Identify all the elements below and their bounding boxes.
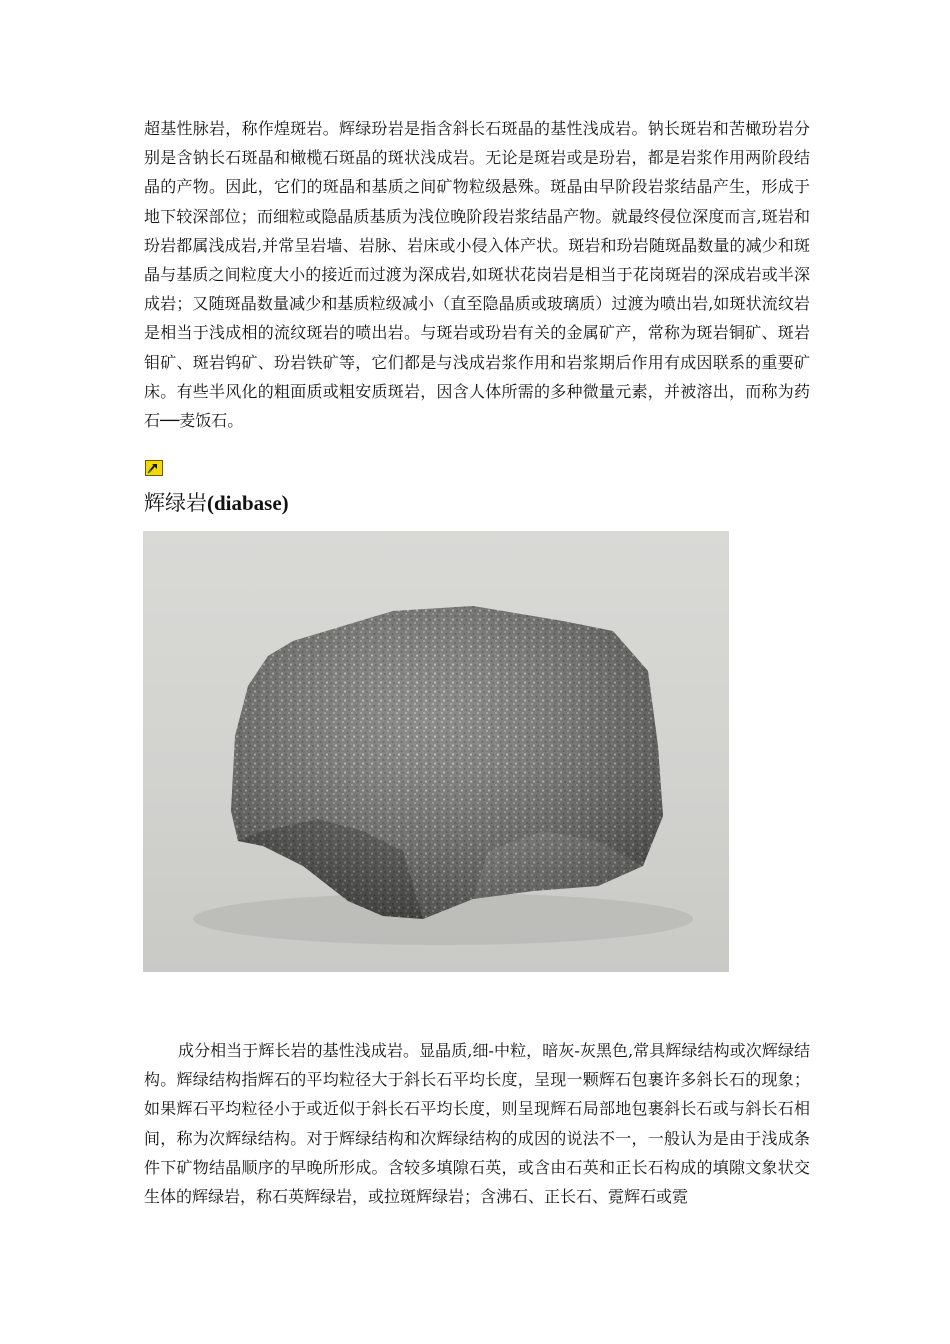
body-paragraph-bottom: 成分相当于辉长岩的基性浅成岩。显晶质,细-中粒，暗灰-灰黑色,常具辉绿结构或次辉绿结构。辉绿结构指辉石的平均粒径大于斜长石平均长度，呈现一颗辉石包裹许多斜长石的现象；如果辉石平均粒径小于或近似于斜长石平均长度，则呈现辉石局部地包裹斜长石或与斜长石相间，称为次辉绿结构。对于辉绿结构和次辉绿结构的成因的说法不一，一般认为是由于浅成条件下矿物结晶顺序的早晚所形成。含较多填隙石英，或含由石英和正长石构成的填隙文象状交生体的辉绿岩，称石英辉绿岩，或拉斑辉绿岩；含沸石、正长石、霓辉石或霓 bbox=[144, 1041, 810, 1207]
body-paragraph-top: 超基性脉岩，称作煌斑岩。辉绿玢岩是指含斜长石斑晶的基性浅成岩。钠长斑岩和苦橄玢岩分别是含钠长石斑晶和橄榄石斑晶的斑状浅成岩。无论是斑岩或是玢岩，都是岩浆作用两阶段结晶的产物。因此，它们的斑晶和基质之间矿物粒级悬殊。斑晶由早阶段岩浆结晶产生，形成于地下较深部位；而细粒或隐晶质基质为浅位晚阶段岩浆结晶产物。就最终侵位深度而言,斑岩和玢岩都属浅成岩,并常呈岩墙、岩脉、岩床或小侵入体产状。斑岩和玢岩随斑晶数量的减少和斑晶与基质之间粒度大小的接近而过渡为深成岩,如斑状花岗岩是相当于花岗斑岩的深成岩或半深成岩；又随斑晶数量减少和基质粒级减小（直至隐晶质或玻璃质）过渡为喷出岩,如斑状流纹岩是相当于浅成相的流纹斑岩的喷出岩。与斑岩或玢岩有关的金属矿产，常称为斑岩铜矿、斑岩钼矿、斑岩钨矿、玢岩铁矿等，它们都是与浅成岩浆作用和岩浆期后作用有成因联系的重要矿床。有些半风化的粗面质或粗安质斑岩，因含人体所需的多种微量元素，并被溶出，而称为药石──麦饭石。 bbox=[144, 119, 810, 431]
section-heading bbox=[144, 488, 289, 518]
heading-latin: (diabase) bbox=[207, 491, 289, 515]
arrow-icon bbox=[145, 460, 163, 476]
heading-chinese: 辉绿岩 bbox=[144, 491, 207, 515]
rock-photo bbox=[143, 531, 729, 972]
